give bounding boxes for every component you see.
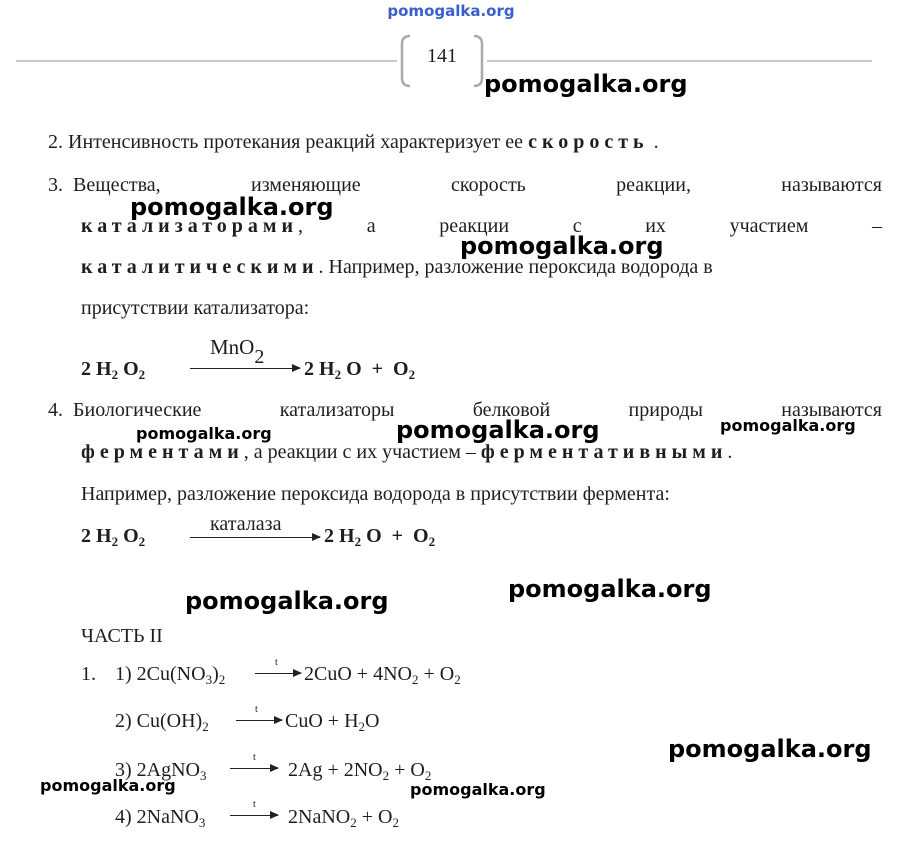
reaction-3-lhs: 3) 2AgNO$_3$	[115, 759, 207, 783]
watermark: pomogalka.org	[508, 575, 712, 603]
word: катализаторы	[279, 399, 395, 421]
heat-mark-1: t	[275, 657, 278, 668]
word: белковой	[472, 399, 551, 421]
word: природы	[628, 399, 703, 421]
reaction-2-lhs: 2) $Cu(OH)_2$	[115, 710, 209, 734]
item-4-line-2	[81, 442, 732, 462]
item-2	[48, 132, 659, 152]
part-2-number: 1.	[81, 663, 96, 685]
watermark: pomogalka.org	[720, 416, 856, 435]
watermark: pomogalka.org	[396, 416, 600, 444]
reaction-arrow-r4	[230, 815, 278, 816]
equation-2-rhs: 2 $H_2$ $O + O_2$	[324, 525, 436, 549]
watermark: pomogalka.org	[40, 776, 176, 795]
word: участием	[729, 215, 809, 237]
comma: ,	[298, 215, 304, 237]
word: изменяющие	[250, 174, 361, 196]
watermark: pomogalka.org	[185, 587, 389, 615]
page-number: 141	[427, 45, 457, 67]
item-3-line-3	[81, 257, 713, 277]
equation-1-lhs: 2 $H_2$ $O_2$	[81, 358, 146, 382]
term-enzymes: ферментами	[81, 441, 244, 463]
equation-2-lhs: 2 $H_2$ $O_2$	[81, 525, 146, 549]
equation-1-rhs: 2 $H_2$ $O + O_2$	[304, 358, 416, 382]
item-4-line-3: Например, разложение пероксида водорода в присутствии фермента:	[81, 483, 670, 505]
item-4-number: 4.	[48, 399, 63, 421]
heat-mark-4: t	[253, 799, 256, 810]
word: реакции,	[616, 174, 691, 196]
word: скорость	[450, 174, 526, 196]
word: а	[366, 215, 376, 237]
reaction-2-rhs: CuO + $H_2O$	[285, 710, 380, 734]
reaction-1-lhs: 1) $2Cu(NO_3)_2$	[115, 663, 226, 687]
item-3-line-3-rest: . Например, разложение пероксида водорода в	[318, 256, 713, 278]
watermark: pomogalka.org	[484, 70, 688, 98]
item-2-number: 2.	[48, 131, 63, 153]
item-3-line-1	[73, 175, 882, 195]
heat-mark-3: t	[253, 752, 256, 763]
word: называются	[781, 174, 882, 196]
reaction-4-lhs: 4) 2NaNO$_3$	[115, 806, 206, 830]
term-enzymatic: ферментативными	[480, 441, 728, 463]
reaction-arrow-r3	[230, 768, 278, 769]
word: –	[872, 215, 882, 237]
watermark: pomogalka.org	[136, 424, 272, 443]
item-4-line-2-mid: , а реакции с их участием –	[243, 441, 476, 463]
term-catalysts: катализаторами	[81, 215, 299, 237]
equation-2-catalyst: каталаза	[210, 513, 282, 535]
watermark: pomogalka.org	[130, 193, 334, 221]
reaction-1-rhs: $2CuO + 4NO_2 + O_2$	[304, 663, 461, 687]
top-watermark: pomogalka.org	[387, 2, 515, 20]
word: реакции	[439, 215, 510, 237]
period: .	[727, 441, 733, 463]
item-3-line-4: присутствии катализатора:	[81, 297, 310, 319]
watermark: pomogalka.org	[668, 735, 872, 763]
reaction-arrow-r2	[236, 720, 282, 721]
reaction-arrow-r1	[255, 673, 301, 674]
equation-1-catalyst: MnO2	[210, 335, 265, 368]
term-catalytic: каталитическими	[81, 256, 319, 278]
word: с	[572, 215, 582, 237]
reaction-4-rhs: 2NaNO$_2$ + $O_2$	[288, 806, 399, 830]
word: Вещества,	[73, 174, 161, 196]
part-2-heading: ЧАСТЬ II	[81, 625, 163, 647]
word: Биологические	[73, 399, 202, 421]
word: их	[645, 215, 666, 237]
reaction-arrow-2	[190, 537, 320, 538]
reaction-3-rhs: $2Ag + 2NO_2 + O_2$	[288, 759, 432, 783]
word: называются	[781, 399, 882, 421]
watermark: pomogalka.org	[410, 780, 546, 799]
item-2-text: Интенсивность протекания реакций характеризует ее	[68, 131, 524, 153]
item-3-number: 3.	[48, 174, 63, 196]
reaction-arrow-1	[190, 368, 300, 369]
watermark: pomogalka.org	[460, 232, 664, 260]
item-2-term: скорость	[528, 131, 649, 153]
heat-mark-2: t	[255, 704, 258, 715]
item-2-end: .	[653, 131, 659, 153]
